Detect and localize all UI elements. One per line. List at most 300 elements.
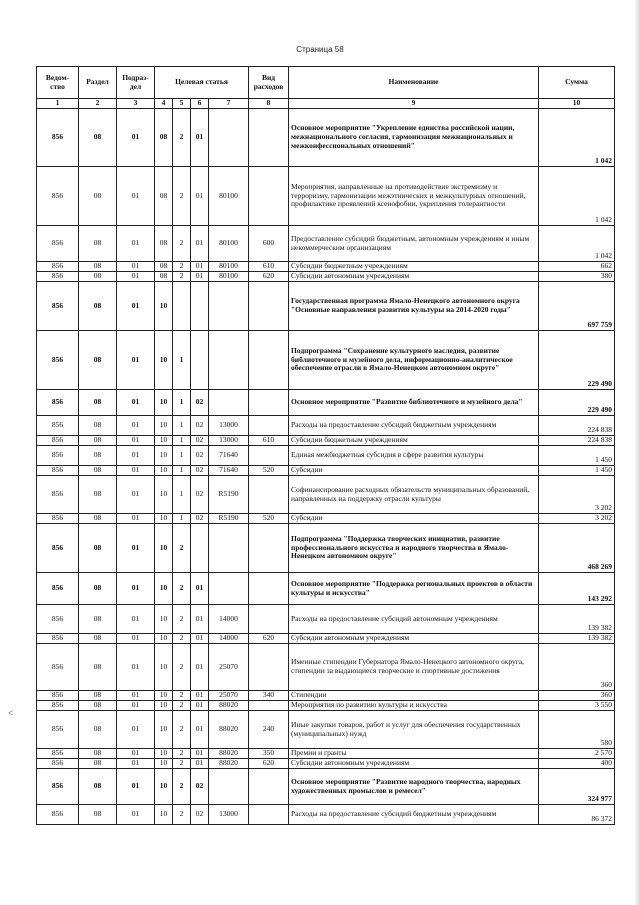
podrazdel-cell: 01 [117,416,155,436]
sum-cell: 400 [539,759,615,769]
name-cell: Субсидии бюджетным учреждениям [289,436,539,446]
header-number: 4 [155,99,173,109]
razdel-cell: 08 [79,573,117,605]
cs1-cell: 10 [155,390,173,416]
razdel-cell: 08 [79,226,117,262]
vedomstvo-cell: 856 [37,749,79,759]
cs4-cell: 88020 [209,711,249,749]
sum-cell: 229 490 [539,390,615,416]
cs3-cell [191,524,209,573]
sum-cell: 3 202 [539,476,615,514]
name-cell: Государственная программа Ямало-Ненецкого автономного округа "Основные направления развития культуры на 2014-2020 годы" [289,282,539,331]
vid-cell [249,644,289,691]
table-row [37,416,615,436]
table-row [37,573,615,605]
table-row [37,759,615,769]
cs1-cell: 10 [155,476,173,514]
razdel-cell: 08 [79,476,117,514]
cs4-cell: 80100 [209,167,249,226]
cs2-cell: 2 [173,573,191,605]
cs4-cell: 25070 [209,691,249,701]
vedomstvo-cell: 856 [37,605,79,634]
vid-cell [249,701,289,711]
name-cell: Стипендии [289,691,539,701]
cs4-cell: 14000 [209,605,249,634]
cs2-cell: 1 [173,514,191,524]
name-cell: Основное мероприятие "Укрепление единства российской нации, межнационального согласия, гармонизация межнациональных и межконфессиональных отношений" [289,109,539,167]
cs1-cell: 08 [155,262,173,272]
cs4-cell: 80100 [209,226,249,262]
razdel-cell: 08 [79,109,117,167]
vedomstvo-cell: 856 [37,109,79,167]
table-row [37,466,615,476]
razdel-cell: 08 [79,436,117,446]
header-number: 5 [173,99,191,109]
header-vid-rashodov: Вид расходов [249,67,289,99]
table-row [37,691,615,701]
cs3-cell: 02 [191,436,209,446]
sum-cell: 324 977 [539,769,615,805]
cs3-cell: 02 [191,769,209,805]
name-cell: Основное мероприятие "Поддержка региональных проектов в области культуры и искусства" [289,573,539,605]
vedomstvo-cell: 856 [37,701,79,711]
podrazdel-cell: 01 [117,109,155,167]
table-row [37,167,615,226]
cs3-cell: 01 [191,167,209,226]
sum-cell: 468 269 [539,524,615,573]
name-cell: Мероприятия по развитию культуры и искусства [289,701,539,711]
razdel-cell: 08 [79,701,117,711]
cs4-cell: R5190 [209,514,249,524]
vid-cell: 620 [249,272,289,282]
podrazdel-cell: 01 [117,749,155,759]
vedomstvo-cell: 856 [37,476,79,514]
vedomstvo-cell: 856 [37,331,79,390]
cs4-cell: 13000 [209,805,249,825]
podrazdel-cell: 01 [117,272,155,282]
podrazdel-cell: 01 [117,262,155,272]
vedomstvo-cell: 856 [37,390,79,416]
vid-cell: 610 [249,262,289,272]
sum-cell: 2 570 [539,749,615,759]
sum-cell: 380 [539,272,615,282]
header-summa: Сумма [539,67,615,99]
cs4-cell: 25070 [209,644,249,691]
vid-cell: 610 [249,436,289,446]
podrazdel-cell: 01 [117,331,155,390]
cs1-cell: 10 [155,759,173,769]
vedomstvo-cell: 856 [37,805,79,825]
vid-cell: 620 [249,759,289,769]
cs2-cell: 2 [173,167,191,226]
cs3-cell: 01 [191,605,209,634]
cs3-cell: 02 [191,416,209,436]
vedomstvo-cell: 856 [37,272,79,282]
cs3-cell: 02 [191,466,209,476]
podrazdel-cell: 01 [117,390,155,416]
name-cell: Основное мероприятие "Развитие народного творчества, народных художественных промыслов и ремесел" [289,769,539,805]
cs1-cell: 10 [155,466,173,476]
cs2-cell: 1 [173,390,191,416]
vid-cell [249,446,289,466]
vedomstvo-cell: 856 [37,759,79,769]
cs2-cell: 2 [173,769,191,805]
cs2-cell: 2 [173,691,191,701]
razdel-cell: 08 [79,390,117,416]
cs2-cell: 1 [173,466,191,476]
cs2-cell [173,282,191,331]
sum-cell: 1 042 [539,167,615,226]
razdel-cell: 08 [79,514,117,524]
cs2-cell: 1 [173,331,191,390]
cs2-cell: 2 [173,711,191,749]
cs4-cell: 88020 [209,749,249,759]
podrazdel-cell: 01 [117,691,155,701]
podrazdel-cell: 01 [117,282,155,331]
cs4-cell [209,109,249,167]
cs4-cell: 13000 [209,436,249,446]
razdel-cell: 08 [79,711,117,749]
cs1-cell: 10 [155,573,173,605]
cs1-cell: 10 [155,644,173,691]
razdel-cell: 08 [79,644,117,691]
sum-cell: 143 292 [539,573,615,605]
razdel-cell: 08 [79,524,117,573]
cs3-cell: 01 [191,759,209,769]
cs4-cell: R5190 [209,476,249,514]
name-cell: Субсидии автономным учреждениям [289,272,539,282]
table-row [37,446,615,466]
vid-cell [249,167,289,226]
sum-cell: 662 [539,262,615,272]
vedomstvo-cell: 856 [37,436,79,446]
name-cell: Премии и гранты [289,749,539,759]
cs3-cell: 01 [191,226,209,262]
vedomstvo-cell: 856 [37,573,79,605]
cs4-cell: 88020 [209,759,249,769]
cs2-cell: 2 [173,272,191,282]
name-cell: Мероприятия, направленные на противодействие экстремизму и терроризму, гармонизации межэтнических и межкультурных отношений, профилактике проявлений ксенофобии, укрепления толерантности [289,167,539,226]
cs1-cell: 10 [155,416,173,436]
name-cell: Именные стипендии Губернатора Ямало-Ненецкого автономного округа, стипендии за выдающиеся творческие и спортивные достижения [289,644,539,691]
cs3-cell: 01 [191,711,209,749]
vid-cell [249,109,289,167]
header-celevaya-statya: Целевая статья [155,67,249,99]
name-cell: Расходы на предоставление субсидий бюджетным учреждениям [289,416,539,436]
cs2-cell: 2 [173,701,191,711]
table-row [37,769,615,805]
cs2-cell: 2 [173,226,191,262]
header-number: 8 [249,99,289,109]
podrazdel-cell: 01 [117,759,155,769]
podrazdel-cell: 01 [117,711,155,749]
razdel-cell: 08 [79,634,117,644]
cs2-cell: 2 [173,749,191,759]
razdel-cell: 08 [79,262,117,272]
cs2-cell: 2 [173,262,191,272]
table-row [37,514,615,524]
sum-cell: 360 [539,644,615,691]
cs3-cell: 01 [191,272,209,282]
vid-cell [249,390,289,416]
cs1-cell: 08 [155,226,173,262]
podrazdel-cell: 01 [117,644,155,691]
vedomstvo-cell: 856 [37,262,79,272]
cs2-cell: 2 [173,759,191,769]
vid-cell [249,605,289,634]
header-number: 7 [209,99,249,109]
name-cell: Субсидии [289,514,539,524]
vid-cell [249,331,289,390]
table-row [37,711,615,749]
sum-cell: 1 450 [539,466,615,476]
vedomstvo-cell: 856 [37,524,79,573]
cs4-cell: 13000 [209,416,249,436]
cs3-cell [191,282,209,331]
razdel-cell: 08 [79,331,117,390]
cs3-cell [191,331,209,390]
vedomstvo-cell: 856 [37,644,79,691]
table-row [37,262,615,272]
name-cell: Подпрограмма "Сохранение культурного наследия, развитие библиотечного и музейного дела, информационно-аналитическое обеспечение отрасли в Ямало-Ненецком автономном округе" [289,331,539,390]
vedomstvo-cell: 856 [37,769,79,805]
table-row [37,272,615,282]
header-number: 9 [289,99,539,109]
header-vedomstvo: Ведом-ство [37,67,79,99]
cs3-cell: 02 [191,390,209,416]
vid-cell: 340 [249,691,289,701]
name-cell: Субсидии автономным учреждениям [289,634,539,644]
sum-cell: 1 042 [539,109,615,167]
vid-cell: 520 [249,466,289,476]
table-body [37,109,615,825]
table-row [37,634,615,644]
podrazdel-cell: 01 [117,446,155,466]
cs2-cell: 1 [173,436,191,446]
side-mark: < [8,708,14,718]
podrazdel-cell: 01 [117,769,155,805]
vid-cell: 520 [249,514,289,524]
vid-cell: 350 [249,749,289,759]
podrazdel-cell: 01 [117,226,155,262]
cs1-cell: 10 [155,331,173,390]
razdel-cell: 08 [79,446,117,466]
cs3-cell: 01 [191,691,209,701]
razdel-cell: 08 [79,805,117,825]
podrazdel-cell: 01 [117,524,155,573]
razdel-cell: 08 [79,282,117,331]
cs3-cell: 02 [191,476,209,514]
vedomstvo-cell: 856 [37,711,79,749]
cs3-cell: 01 [191,634,209,644]
sum-cell: 580 [539,711,615,749]
podrazdel-cell: 01 [117,605,155,634]
cs3-cell: 01 [191,109,209,167]
table-row [37,749,615,759]
cs2-cell: 2 [173,524,191,573]
cs1-cell: 10 [155,691,173,701]
cs1-cell: 10 [155,711,173,749]
razdel-cell: 08 [79,416,117,436]
podrazdel-cell: 01 [117,167,155,226]
header-number: 10 [539,99,615,109]
sum-cell: 360 [539,691,615,701]
cs3-cell: 02 [191,514,209,524]
cs1-cell: 10 [155,514,173,524]
cs1-cell: 10 [155,749,173,759]
cs3-cell: 02 [191,805,209,825]
cs1-cell: 10 [155,605,173,634]
cs1-cell: 10 [155,446,173,466]
name-cell: Подпрограмма "Поддержка творческих инициатив, развитие профессионального искусства и народного творчества в Ямало-Ненецком автономном округе" [289,524,539,573]
razdel-cell: 08 [79,769,117,805]
sum-cell: 224 838 [539,416,615,436]
table-row [37,436,615,446]
cs4-cell: 71640 [209,466,249,476]
header-number: 1 [37,99,79,109]
table-row [37,605,615,634]
cs3-cell: 01 [191,573,209,605]
table-row [37,390,615,416]
vid-cell: 620 [249,634,289,644]
cs4-cell [209,282,249,331]
name-cell: Иные закупки товаров, работ и услуг для обеспечения государственных (муниципальных) нужд [289,711,539,749]
header-razdel: Раздел [79,67,117,99]
sum-cell: 1 042 [539,226,615,262]
cs3-cell: 02 [191,446,209,466]
name-cell: Субсидии бюджетным учреждениям [289,262,539,272]
cs1-cell: 10 [155,701,173,711]
cs2-cell: 1 [173,446,191,466]
cs3-cell: 01 [191,262,209,272]
cs4-cell: 14000 [209,634,249,644]
table-row [37,109,615,167]
podrazdel-cell: 01 [117,701,155,711]
cs2-cell: 2 [173,805,191,825]
vid-cell [249,805,289,825]
scan-edge [634,0,640,905]
podrazdel-cell: 01 [117,466,155,476]
header-number: 3 [117,99,155,109]
cs1-cell: 10 [155,436,173,446]
vid-cell [249,416,289,436]
name-cell: Единая межбюджетная субсидия в сфере развития культуры [289,446,539,466]
vid-cell: 240 [249,711,289,749]
table-row [37,524,615,573]
sum-cell: 139 382 [539,634,615,644]
cs4-cell [209,524,249,573]
cs1-cell: 10 [155,282,173,331]
razdel-cell: 08 [79,605,117,634]
page-title: Страница 58 [296,45,344,54]
cs2-cell: 1 [173,416,191,436]
cs4-cell [209,390,249,416]
cs1-cell: 08 [155,167,173,226]
name-cell: Расходы на предоставление субсидий автономным учреждениям [289,605,539,634]
table-row [37,226,615,262]
razdel-cell: 08 [79,759,117,769]
table-row [37,701,615,711]
razdel-cell: 08 [79,749,117,759]
name-cell: Предоставление субсидий бюджетным, автономным учреждениям и иным некоммерческим организациям [289,226,539,262]
sum-cell: 3 550 [539,701,615,711]
cs3-cell: 01 [191,644,209,691]
vedomstvo-cell: 856 [37,226,79,262]
sum-cell: 139 382 [539,605,615,634]
table-row [37,476,615,514]
cs2-cell: 2 [173,109,191,167]
header-number: 6 [191,99,209,109]
table-row [37,805,615,825]
cs2-cell: 2 [173,605,191,634]
name-cell: Софинансирование расходных обязательств муниципальных образований, направленных на поддержку отрасли культуры [289,476,539,514]
razdel-cell: 08 [79,691,117,701]
sum-cell: 1 450 [539,446,615,466]
cs1-cell: 10 [155,769,173,805]
name-cell: Субсидии автономным учреждениям [289,759,539,769]
sum-cell: 224 838 [539,436,615,446]
razdel-cell: 08 [79,167,117,226]
sum-cell: 86 372 [539,805,615,825]
table-row [37,282,615,331]
header-naimenovanie: Наименование [289,67,539,99]
vid-cell [249,476,289,514]
cs2-cell: 2 [173,644,191,691]
name-cell: Субсидии [289,466,539,476]
vedomstvo-cell: 856 [37,282,79,331]
cs2-cell: 1 [173,476,191,514]
vedomstvo-cell: 856 [37,466,79,476]
vedomstvo-cell: 856 [37,446,79,466]
podrazdel-cell: 01 [117,805,155,825]
vedomstvo-cell: 856 [37,416,79,436]
podrazdel-cell: 01 [117,436,155,446]
vedomstvo-cell: 856 [37,691,79,701]
cs1-cell: 10 [155,805,173,825]
vid-cell [249,524,289,573]
cs4-cell: 71640 [209,446,249,466]
name-cell: Основное мероприятие "Развитие библиотечного и музейного дела" [289,390,539,416]
cs4-cell: 80100 [209,262,249,272]
podrazdel-cell: 01 [117,476,155,514]
sum-cell: 697 759 [539,282,615,331]
cs4-cell [209,331,249,390]
table-row [37,644,615,691]
vedomstvo-cell: 856 [37,634,79,644]
vid-cell [249,282,289,331]
cs4-cell [209,573,249,605]
header-podrazdel: Подраз-дел [117,67,155,99]
sum-cell: 3 202 [539,514,615,524]
cs3-cell: 01 [191,749,209,759]
podrazdel-cell: 01 [117,514,155,524]
vid-cell [249,769,289,805]
cs3-cell: 01 [191,701,209,711]
razdel-cell: 08 [79,466,117,476]
name-cell: Расходы на предоставление субсидий бюджетным учреждениям [289,805,539,825]
razdel-cell: 08 [79,272,117,282]
cs1-cell: 08 [155,109,173,167]
sum-cell: 229 490 [539,331,615,390]
table-row [37,331,615,390]
podrazdel-cell: 01 [117,573,155,605]
vedomstvo-cell: 856 [37,167,79,226]
cs4-cell: 80100 [209,272,249,282]
podrazdel-cell: 01 [117,634,155,644]
budget-table [36,66,615,825]
vid-cell [249,573,289,605]
vid-cell: 600 [249,226,289,262]
